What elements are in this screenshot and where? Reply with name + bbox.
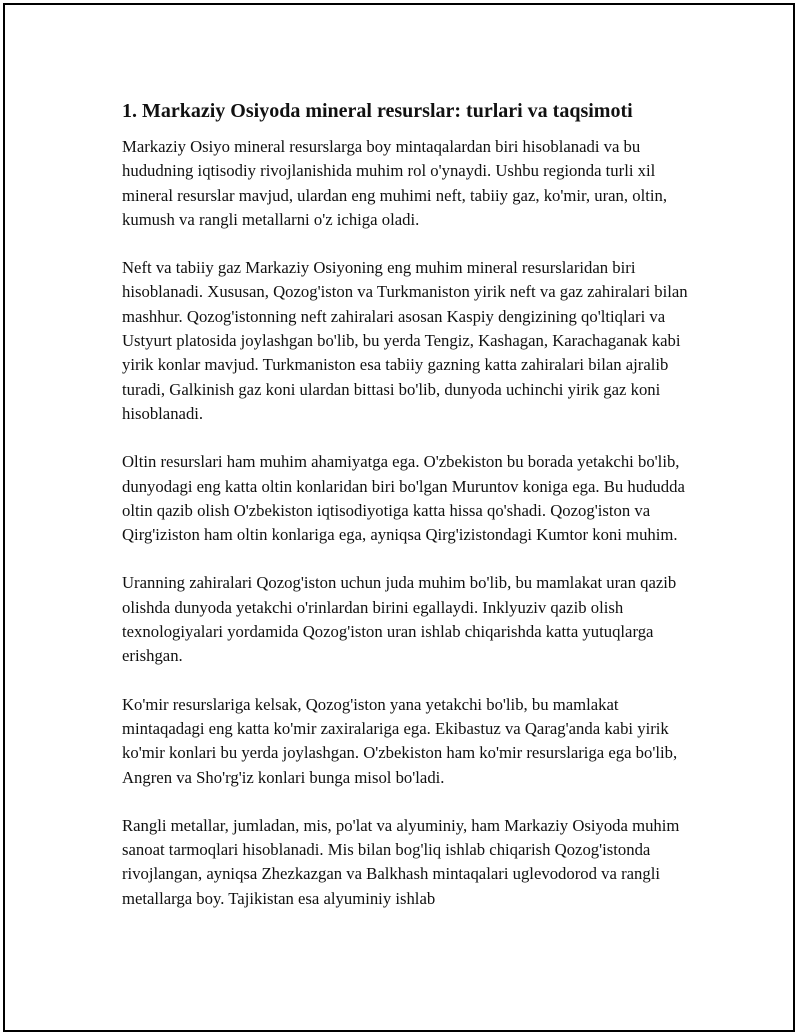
section-heading: 1. Markaziy Osiyoda mineral resurslar: turlari va taqsimoti [122,100,633,122]
document-page [3,3,795,1032]
paragraph-gold: Oltin resurslari ham muhim ahamiyatga ega. O'zbekiston bu borada yetakchi bo'lib, dunyodagi eng katta oltin konlaridan biri bo'lgan Muruntov koniga ega. Bu hududda oltin qazib olish O'zbekiston iqtisodiyotiga katta hissa qo'shadi. Qozog'iston va Qirg'iziston ham oltin konlariga ega, ayniqsa Qirg'izistondagi Kumtor koni muhim. [122,452,685,545]
paragraph-uranium: Uranning zahiralari Qozog'iston uchun juda muhim bo'lib, bu mamlakat uran qazib olishda dunyoda yetakchi o'rinlardan birini egallaydi. Inklyuziv qazib olish texnologiyalari yordamida Qozog'iston uran ishlab chiqarishda katta yutuqlarga erishgan. [122,573,677,666]
paragraph-coal: Ko'mir resurslariga kelsak, Qozog'iston yana yetakchi bo'lib, bu mamlakat mintaqadagi eng katta ko'mir zaxiralariga ega. Ekibastuz va Qarag'anda kabi yirik ko'mir konlari bu yerda joylashgan. O'zbekiston ham ko'mir resurslariga ega bo'lib, Angren va Sho'rg'iz konlari bunga misol bo'ladi. [122,694,678,787]
paragraph-intro: Markaziy Osiyo mineral resurslarga boy mintaqalardan biri hisoblanadi va bu hududning iqtisodiy rivojlanishida muhim rol o'ynaydi. Ushbu regionda turli xil mineral resurslar mavjud, ulardan eng muhimi neft, tabiiy gaz, ko'mir, uran, oltin, kumush va rangli metallarni o'z ichiga oladi. [122,137,667,229]
document-body [122,97,692,935]
paragraph-oil-gas: Neft va tabiiy gaz Markaziy Osiyoning eng muhim mineral resurslaridan biri hisoblanadi. Xususan, Qozog'iston va Turkmaniston yirik neft va gaz zahiralari bilan mashhur. Qozog'istonning neft zahiralari asosan Kaspiy dengizining qo'ltiqlari va Ustyurt platosida joylashgan bo'lib, bu yerda Tengiz, Kashagan, Karachaganak kabi yirik konlar mavjud. Turkmaniston esa tabiiy gazning katta zahiralari bilan ajralib turadi, Galkinish gaz koni ulardan bittasi bo'lib, dunyoda uchinchi yirik gaz koni hisoblanadi. [122,258,688,423]
paragraph-metals: Rangli metallar, jumladan, mis, po'lat va alyuminiy, ham Markaziy Osiyoda muhim sanoat tarmoqlari hisoblanadi. Mis bilan bog'liq ishlab chiqarish Qozog'istonda rivojlangan, ayniqsa Zhezkazgan va Balkhash mintaqalari uglevodorod va rangli metallarga boy. Tajikistan esa alyuminiy ishlab [122,815,680,908]
